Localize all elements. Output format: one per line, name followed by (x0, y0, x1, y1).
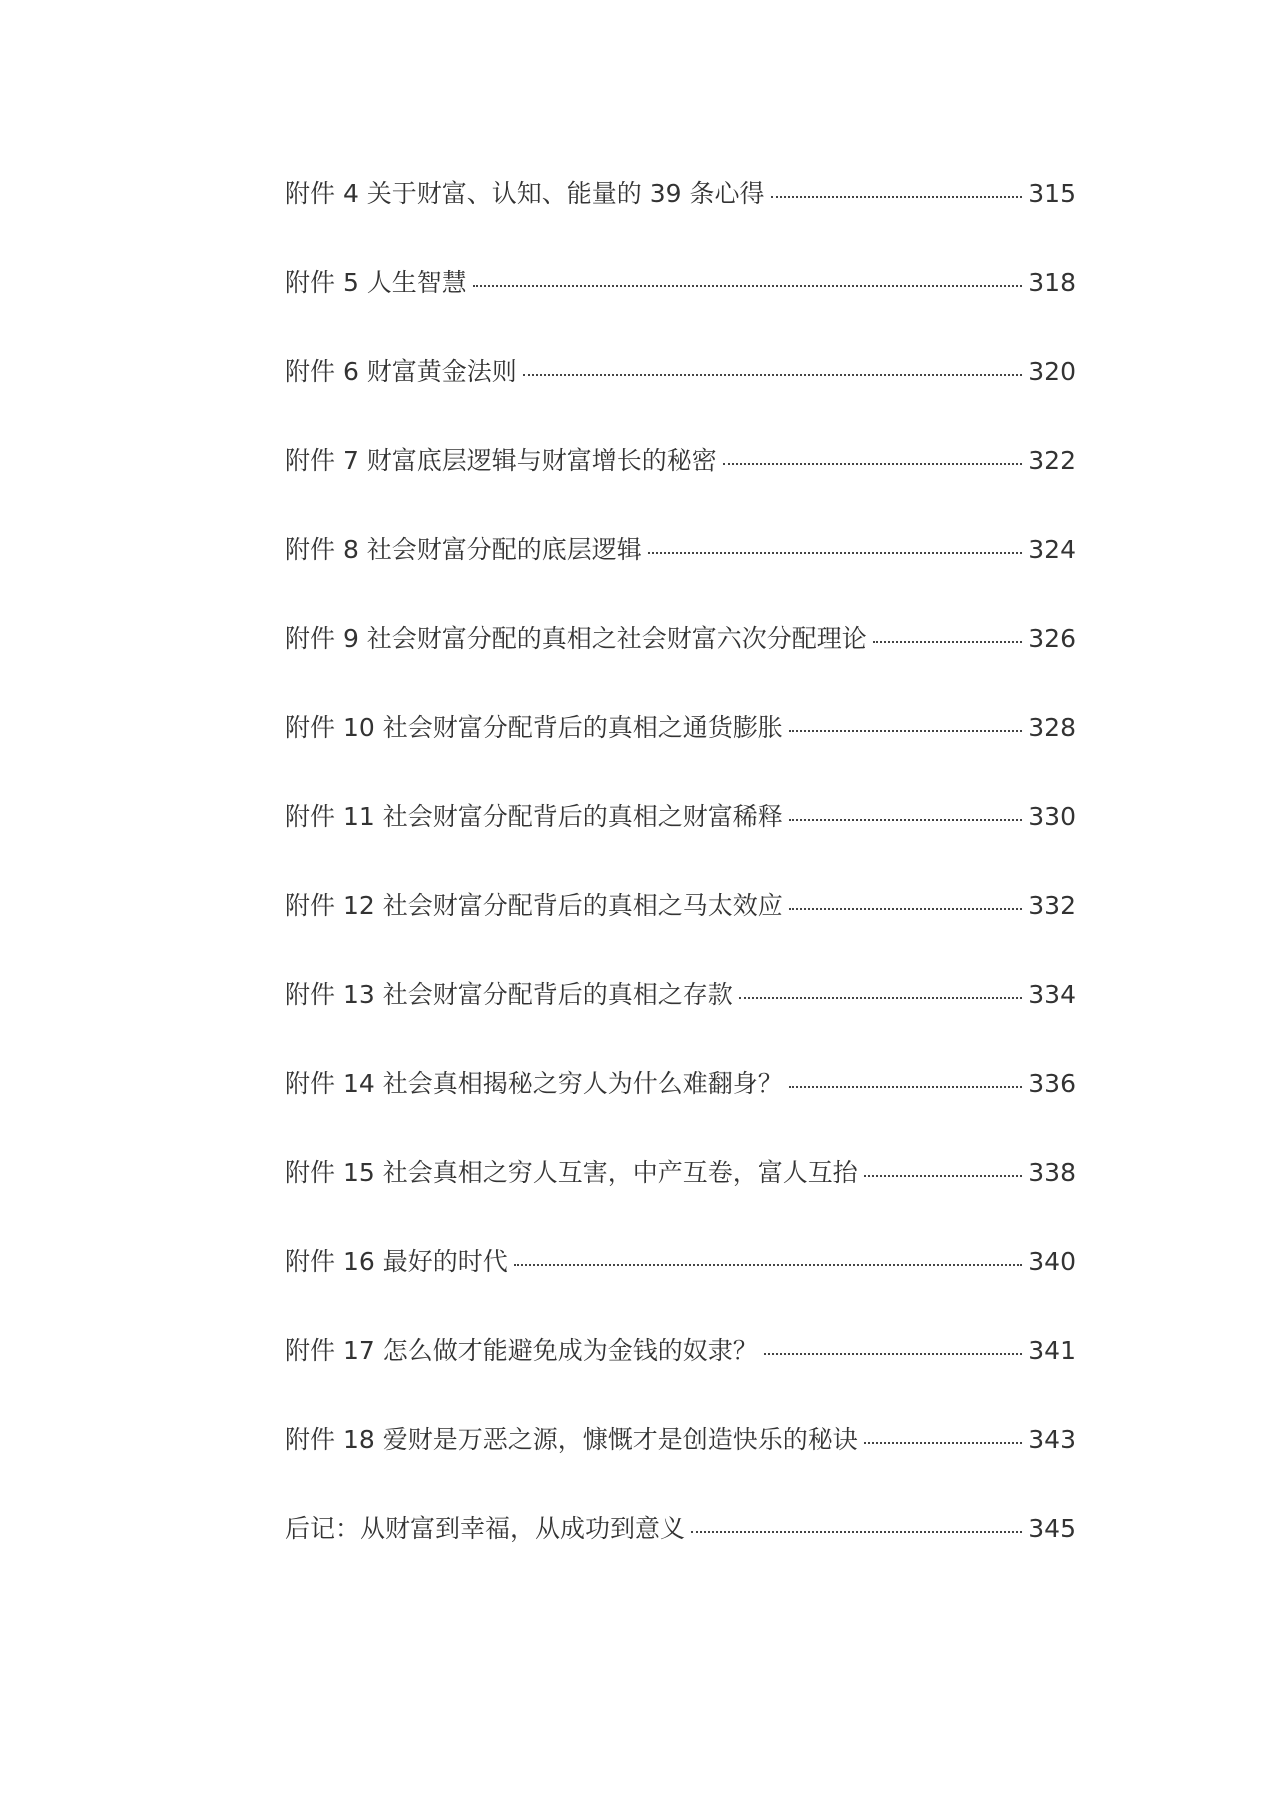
toc-entry-appendix-13[interactable] (285, 975, 1076, 1064)
toc-entry-page-number: 336 (1028, 1069, 1076, 1098)
table-of-contents (285, 174, 1076, 1598)
dot-leader (789, 819, 1023, 821)
toc-entry-page-number: 328 (1028, 713, 1076, 742)
dot-leader (473, 285, 1022, 287)
dot-leader (789, 908, 1023, 910)
toc-entry-appendix-11[interactable] (285, 797, 1076, 886)
toc-entry-appendix-4[interactable] (285, 174, 1076, 263)
dot-leader (514, 1264, 1023, 1266)
dot-leader (739, 997, 1023, 999)
toc-entry-page-number: 345 (1028, 1514, 1076, 1543)
toc-entry-appendix-7[interactable] (285, 441, 1076, 530)
toc-entry-appendix-14[interactable] (285, 1064, 1076, 1153)
toc-entry-appendix-18[interactable] (285, 1420, 1076, 1509)
toc-entry-title: 附件 14 社会真相揭秘之穷人为什么难翻身？ (285, 1069, 783, 1098)
dot-leader (789, 1086, 1023, 1088)
toc-entry-page-number: 334 (1028, 980, 1076, 1009)
dot-leader (873, 641, 1022, 643)
toc-entry-appendix-12[interactable] (285, 886, 1076, 975)
toc-entry-page-number: 315 (1028, 179, 1076, 208)
toc-entry-appendix-8[interactable] (285, 530, 1076, 619)
toc-entry-page-number: 332 (1028, 891, 1076, 920)
dot-leader (864, 1175, 1023, 1177)
toc-entry-title: 附件 9 社会财富分配的真相之社会财富六次分配理论 (285, 624, 867, 653)
dot-leader (764, 1353, 1023, 1355)
toc-entry-title: 附件 15 社会真相之穷人互害，中产互卷，富人互抬 (285, 1158, 858, 1187)
toc-entry-title: 附件 10 社会财富分配背后的真相之通货膨胀 (285, 713, 783, 742)
toc-entry-page-number: 338 (1028, 1158, 1076, 1187)
toc-entry-page-number: 318 (1028, 268, 1076, 297)
dot-leader (789, 730, 1023, 732)
toc-entry-title: 后记：从财富到幸福，从成功到意义 (285, 1514, 686, 1543)
toc-entry-afterword[interactable] (285, 1509, 1076, 1598)
toc-entry-title: 附件 16 最好的时代 (285, 1247, 508, 1276)
toc-entry-title: 附件 8 社会财富分配的底层逻辑 (285, 535, 642, 564)
toc-entry-appendix-16[interactable] (285, 1242, 1076, 1331)
toc-entry-page-number: 326 (1028, 624, 1076, 653)
dot-leader (648, 552, 1022, 554)
toc-entry-page-number: 330 (1028, 802, 1076, 831)
toc-entry-title: 附件 17 怎么做才能避免成为金钱的奴隶？ (285, 1336, 758, 1365)
toc-entry-appendix-5[interactable] (285, 263, 1076, 352)
toc-entry-page-number: 343 (1028, 1425, 1076, 1454)
toc-entry-page-number: 340 (1028, 1247, 1076, 1276)
toc-entry-title: 附件 11 社会财富分配背后的真相之财富稀释 (285, 802, 783, 831)
toc-entry-title: 附件 18 爱财是万恶之源，慷慨才是创造快乐的秘诀 (285, 1425, 858, 1454)
toc-entry-title: 附件 6 财富黄金法则 (285, 357, 517, 386)
dot-leader (864, 1442, 1023, 1444)
toc-entry-title: 附件 5 人生智慧 (285, 268, 467, 297)
toc-entry-page-number: 322 (1028, 446, 1076, 475)
toc-entry-title: 附件 7 财富底层逻辑与财富增长的秘密 (285, 446, 717, 475)
dot-leader (523, 374, 1022, 376)
toc-entry-page-number: 341 (1028, 1336, 1076, 1365)
toc-entry-title: 附件 12 社会财富分配背后的真相之马太效应 (285, 891, 783, 920)
toc-entry-appendix-9[interactable] (285, 619, 1076, 708)
toc-entry-page-number: 324 (1028, 535, 1076, 564)
toc-entry-title: 附件 4 关于财富、认知、能量的 39 条心得 (285, 179, 765, 208)
dot-leader (771, 196, 1023, 198)
toc-entry-page-number: 320 (1028, 357, 1076, 386)
toc-entry-appendix-10[interactable] (285, 708, 1076, 797)
toc-entry-appendix-17[interactable] (285, 1331, 1076, 1420)
dot-leader (723, 463, 1022, 465)
dot-leader (691, 1531, 1022, 1533)
toc-entry-appendix-6[interactable] (285, 352, 1076, 441)
toc-entry-title: 附件 13 社会财富分配背后的真相之存款 (285, 980, 733, 1009)
toc-entry-appendix-15[interactable] (285, 1153, 1076, 1242)
